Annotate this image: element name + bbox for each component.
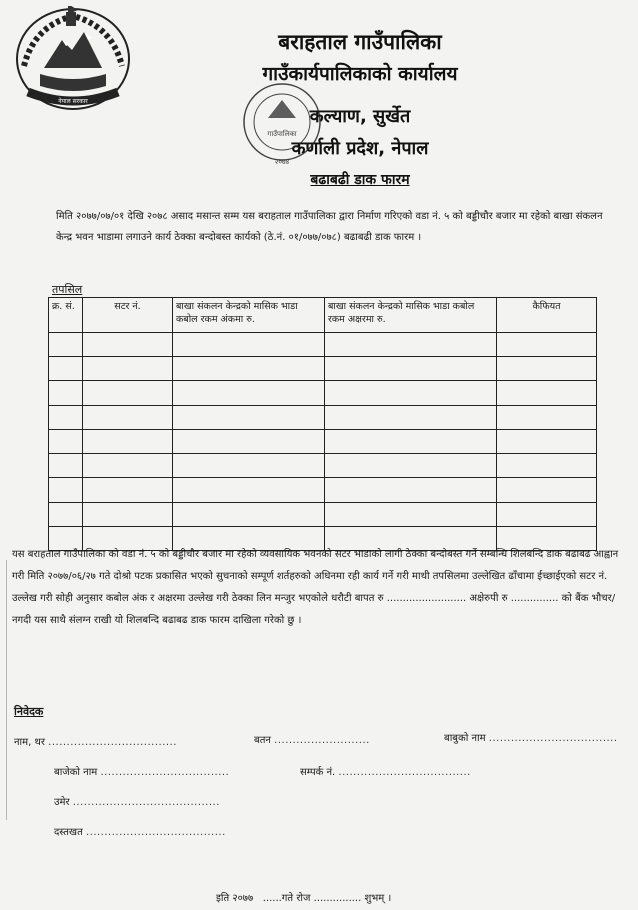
- date-suffix[interactable]: ............... शुभम् ।: [313, 893, 392, 904]
- table-cell[interactable]: [49, 357, 83, 381]
- declaration-paragraph: यस बराहताल गाउँपालिका को वडा नं. ५ को बड्डीचौर बजार मा रहेको व्यवसायिक भवनको सटर भाडाको लागी ठेक्का बन्दोबस्त गर्ने सम्बन्धि शिलबन्दि डाक बढाबढ आह्वान गरी मिति २०७७/०६/२७ गते दोश्रो पटक प्रकासित भएको सुचनाको सम्पूर्ण शर्तहरुको अधिनमा रही कार्य गर्ने गरी माथी तपसिलमा उल्लेखित ढाँचामा ईच्छाईएको सटर नं. उल्लेख गरी सोही अनुसार कबोल अंक र अक्षरमा उल्लेख गरी ठेक्का लिन मन्जुर भएकोले धरौटी बापत रु ......................... अक्षेरुपी रु ............... को बैंक भौचर/नगदी यस साथै संलग्न राखी यो शिलबन्दि बढाबढ डाक फारम दाखिला गरेको छु ।: [12, 549, 619, 626]
- table-cell[interactable]: [497, 405, 597, 429]
- table-cell[interactable]: [173, 502, 325, 526]
- signature-field[interactable]: [54, 824, 226, 838]
- name-blank[interactable]: ...................................: [48, 737, 177, 748]
- table-cell[interactable]: [497, 357, 597, 381]
- col-amount-figures: बाखा संकलन केन्द्रको मासिक भाडा कबोल रकम अंकमा रु.: [173, 298, 325, 333]
- col-serial: क्र. सं.: [49, 298, 83, 333]
- table-cell[interactable]: [49, 429, 83, 453]
- table-cell[interactable]: [83, 357, 173, 381]
- table-cell[interactable]: [83, 381, 173, 405]
- table-row: [49, 502, 597, 526]
- table-cell[interactable]: [49, 454, 83, 478]
- date-line: [216, 890, 391, 904]
- table-cell[interactable]: [173, 405, 325, 429]
- table-cell[interactable]: [497, 454, 597, 478]
- office-seal-icon: [232, 78, 332, 168]
- nepal-emblem-icon: [14, 6, 132, 112]
- table-row: [49, 333, 597, 357]
- table-cell[interactable]: [325, 478, 497, 502]
- contact-field[interactable]: [300, 764, 471, 778]
- province-country: कर्णाली प्रदेश, नेपाल: [291, 138, 429, 159]
- table-cell[interactable]: [497, 381, 597, 405]
- table-row: [49, 405, 597, 429]
- table-header-row: [49, 298, 597, 333]
- father-name-label: बाबुको नाम: [444, 733, 486, 744]
- address-blank[interactable]: ..........................: [274, 735, 370, 746]
- margin-line: [6, 560, 7, 820]
- table-cell[interactable]: [83, 502, 173, 526]
- table-cell[interactable]: [325, 502, 497, 526]
- table-row: [49, 429, 597, 453]
- table-cell[interactable]: [173, 357, 325, 381]
- father-name-blank[interactable]: ...................................: [488, 733, 618, 744]
- table-cell[interactable]: [173, 454, 325, 478]
- table-cell[interactable]: [83, 333, 173, 357]
- col-shutter-no: सटर नं.: [83, 298, 173, 333]
- address-label: बतन: [254, 735, 271, 746]
- col-amount-words: बाखा संकलन केन्द्रको मासिक भाडा कबोल रकम अक्षरमा रु.: [325, 298, 497, 333]
- table-cell[interactable]: [49, 502, 83, 526]
- table-row: [49, 357, 597, 381]
- table-cell[interactable]: [173, 333, 325, 357]
- bid-table: [48, 297, 597, 551]
- table-cell[interactable]: [173, 381, 325, 405]
- table-cell[interactable]: [49, 381, 83, 405]
- address-field[interactable]: [254, 732, 370, 746]
- date-middle[interactable]: ......गते रोज: [262, 893, 311, 904]
- table-cell[interactable]: [497, 478, 597, 502]
- table-cell[interactable]: [49, 405, 83, 429]
- table-cell[interactable]: [325, 381, 497, 405]
- age-label: उमेर: [54, 797, 70, 808]
- table-cell[interactable]: [325, 454, 497, 478]
- signature-label: दस्तखत: [54, 827, 83, 838]
- table-row: [49, 381, 597, 405]
- table-cell[interactable]: [49, 333, 83, 357]
- table-row: [49, 454, 597, 478]
- col-remarks: कैफियत: [497, 298, 597, 333]
- father-name-field[interactable]: [444, 730, 618, 744]
- municipality-name: बराहताल गाउँपालिका: [278, 30, 442, 54]
- table-cell[interactable]: [325, 357, 497, 381]
- grandfather-name-blank[interactable]: ...................................: [100, 767, 230, 778]
- grandfather-name-label: बाजेको नाम: [54, 767, 98, 778]
- applicant-heading: निवेदक: [14, 705, 44, 718]
- table-cell[interactable]: [325, 429, 497, 453]
- table-cell[interactable]: [83, 429, 173, 453]
- grandfather-name-field[interactable]: [54, 764, 229, 778]
- form-title: बढाबढी डाक फारम: [310, 172, 410, 188]
- table-cell[interactable]: [325, 333, 497, 357]
- emblem-caption: नेपाल सरकार: [58, 98, 88, 105]
- signature-blank[interactable]: ......................................: [85, 827, 226, 838]
- contact-label: सम्पर्क नं.: [300, 767, 336, 778]
- date-prefix: इति २०७७: [216, 893, 254, 904]
- office-name: गाउँकार्यपालिकाको कार्यालय: [262, 63, 458, 85]
- table-cell[interactable]: [83, 405, 173, 429]
- table-cell[interactable]: [497, 333, 597, 357]
- table-row: [49, 478, 597, 502]
- table-cell[interactable]: [49, 478, 83, 502]
- table-cell[interactable]: [83, 478, 173, 502]
- intro-paragraph: मिति २०७७/०७/०१ देखि २०७८ असाद मसान्त सम्म यस बराहताल गाउँपालिका द्वारा निर्माण गरिएको वडा नं. ५ को बड्डीचौर बजार मा रहेको बाखा संकलन केन्द्र भवन भाडामा लगाउने कार्य ठेक्का बन्दोबस्त कार्यको (ठे.नं. ०१/०७७/०७८) बढाबढी डाक फारम ।: [56, 211, 603, 243]
- table-cell[interactable]: [173, 478, 325, 502]
- table-cell[interactable]: [325, 405, 497, 429]
- contact-blank[interactable]: ....................................: [338, 767, 471, 778]
- table-cell[interactable]: [497, 429, 597, 453]
- table-cell[interactable]: [83, 454, 173, 478]
- table-cell[interactable]: [173, 429, 325, 453]
- office-location: कल्याण, सुर्खेत: [309, 106, 411, 127]
- seal-year: २०७४: [274, 158, 290, 166]
- age-field[interactable]: [54, 794, 220, 808]
- name-label: नाम, थर: [14, 737, 45, 748]
- seal-text: गाउँपालिका: [267, 130, 297, 138]
- table-label: तपसिल: [52, 283, 83, 296]
- name-field[interactable]: [14, 734, 177, 748]
- table-cell[interactable]: [497, 502, 597, 526]
- age-blank[interactable]: ........................................: [72, 797, 220, 808]
